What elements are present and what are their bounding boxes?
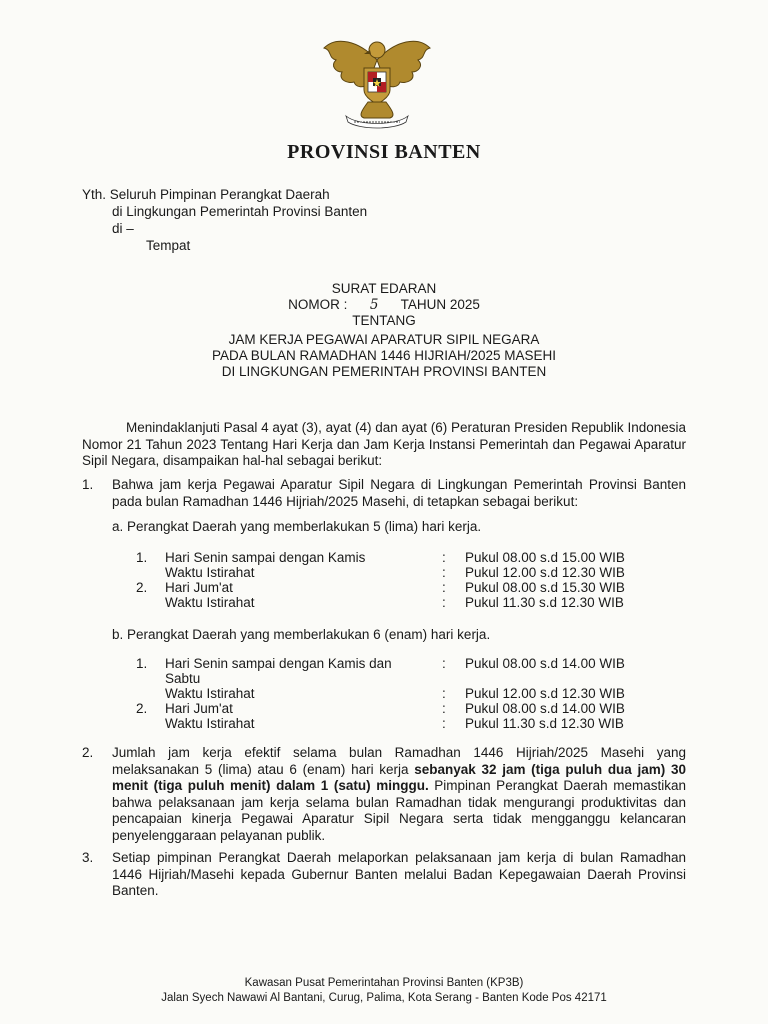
point-1-text: Bahwa jam kerja Pegawai Aparatur Sipil Negara di Lingkungan Pemerintah Provinsi Banten pada bulan Ramadhan 1446 Hijriah/2025 Masehi, di tetapkan sebagai berikut: <box>112 477 686 509</box>
letter-title-block <box>0 281 768 329</box>
row-time: Pukul 12.00 s.d 12.30 WIB <box>465 686 625 701</box>
addressee-line-2: di Lingkungan Pemerintah Provinsi Banten <box>112 204 368 219</box>
row-label: Waktu Istirahat <box>165 565 255 580</box>
point-2-number: 2. <box>82 745 94 760</box>
point-3-number: 3. <box>82 850 94 865</box>
point-1-number: 1. <box>82 477 94 492</box>
row-colon: : <box>442 686 446 701</box>
addressee-line-1: Yth. Seluruh Pimpinan Perangkat Daerah <box>82 187 330 202</box>
letter-number-line <box>0 297 768 313</box>
point-2-text-bold: sebanyak 32 jam (tiga puluh dua jam) 30 menit (tiga puluh menit) dalam 1 (satu) minggu. <box>112 761 686 793</box>
row-colon: : <box>442 656 446 671</box>
point-2-text-before: Jumlah jam kerja efektif selama bulan Ramadhan 1446 Hijriah/2025 Masehi yang melaksanakan 5 (lima) atau 6 (enam) hari kerja <box>112 745 686 777</box>
row-label: Waktu Istirahat <box>165 686 255 701</box>
point-2-text-after: Pimpinan Perangkat Daerah memastikan bahwa pelaksanaan jam kerja selama bulan Ramadhan tidak mengurangi produktivitas dan pencapaian kinerja Pegawai Aparatur Sipil Negara serta tidak mengganggu kelancaran penyelenggaraan pelayanan publik. <box>112 778 686 843</box>
row-colon: : <box>442 595 446 610</box>
letter-about: TENTANG <box>352 313 416 328</box>
row-time: Pukul 08.00 s.d 15.00 WIB <box>465 550 625 565</box>
point-1b-label: b. Perangkat Daerah yang memberlakukan 6 (enam) hari kerja. <box>112 627 491 642</box>
row-label: Hari Jum'at <box>165 701 233 716</box>
letter-subject-block <box>0 332 768 380</box>
letter-number-value: 5 <box>369 297 379 313</box>
row-colon: : <box>442 580 446 595</box>
row-time: Pukul 11.30 s.d 12.30 WIB <box>465 595 624 610</box>
row-label: Sabtu <box>165 671 201 686</box>
row-label: Hari Jum'at <box>165 580 233 595</box>
row-number: 1. <box>136 656 148 671</box>
row-label: Waktu Istirahat <box>165 716 255 731</box>
letterhead-title: PROVINSI BANTEN <box>287 141 481 163</box>
row-label: Hari Senin sampai dengan Kamis <box>165 550 366 565</box>
row-colon: : <box>442 565 446 580</box>
row-time: Pukul 12.00 s.d 12.30 WIB <box>465 565 625 580</box>
letter-number-label: NOMOR : <box>288 297 348 312</box>
point-2-text <box>112 745 686 844</box>
footer-line-2: Jalan Syech Nawawi Al Bantani, Curug, Palima, Kota Serang - Banten Kode Pos 42171 <box>161 992 607 1004</box>
letter-subject-2: PADA BULAN RAMADHAN 1446 HIJRIAH/2025 MASEHI <box>211 348 557 363</box>
addressee-line-4: Tempat <box>146 238 191 253</box>
letter-year: TAHUN 2025 <box>400 297 480 312</box>
footer-line-1: Kawasan Pusat Pemerintahan Provinsi Banten (KP3B) <box>244 977 524 989</box>
letter-type: SURAT EDARAN <box>331 281 437 296</box>
row-number: 2. <box>136 701 148 716</box>
row-colon: : <box>442 716 446 731</box>
row-number: 2. <box>136 580 148 595</box>
point-1a-label: a. Perangkat Daerah yang memberlakukan 5 (lima) hari kerja. <box>112 519 482 534</box>
letterhead-footer <box>0 976 768 1006</box>
row-time: Pukul 11.30 s.d 12.30 WIB <box>465 716 624 731</box>
point-3-text: Setiap pimpinan Perangkat Daerah melaporkan pelaksanaan jam kerja di bulan Ramadhan 1446 Hijriah/Masehi kepada Gubernur Banten melalui Badan Kepegawaian Daerah Provinsi Banten. <box>112 850 686 898</box>
intro-paragraph: Menindaklanjuti Pasal 4 ayat (3), ayat (4) dan ayat (6) Peraturan Presiden Republik Indonesia Nomor 21 Tahun 2023 Tentang Hari Kerja dan Jam Kerja Instansi Pemerintah dan Pegawai Aparatur Sipil Negara, disampaikan hal-hal sebagai berikut: <box>82 420 686 468</box>
addressee-block <box>82 186 367 254</box>
row-number: 1. <box>136 550 148 565</box>
letter-subject-1: JAM KERJA PEGAWAI APARATUR SIPIL NEGARA <box>228 332 540 347</box>
row-time: Pukul 08.00 s.d 15.30 WIB <box>465 580 625 595</box>
row-colon: : <box>442 701 446 716</box>
row-time: Pukul 08.00 s.d 14.00 WIB <box>465 701 625 716</box>
garuda-emblem-icon <box>318 30 436 132</box>
addressee-line-3: di – <box>112 221 134 236</box>
row-time: Pukul 08.00 s.d 14.00 WIB <box>465 656 625 671</box>
row-label: Waktu Istirahat <box>165 595 255 610</box>
letter-subject-3: DI LINGKUNGAN PEMERINTAH PROVINSI BANTEN <box>221 364 547 379</box>
row-label: Hari Senin sampai dengan Kamis dan <box>165 656 392 671</box>
row-colon: : <box>442 550 446 565</box>
